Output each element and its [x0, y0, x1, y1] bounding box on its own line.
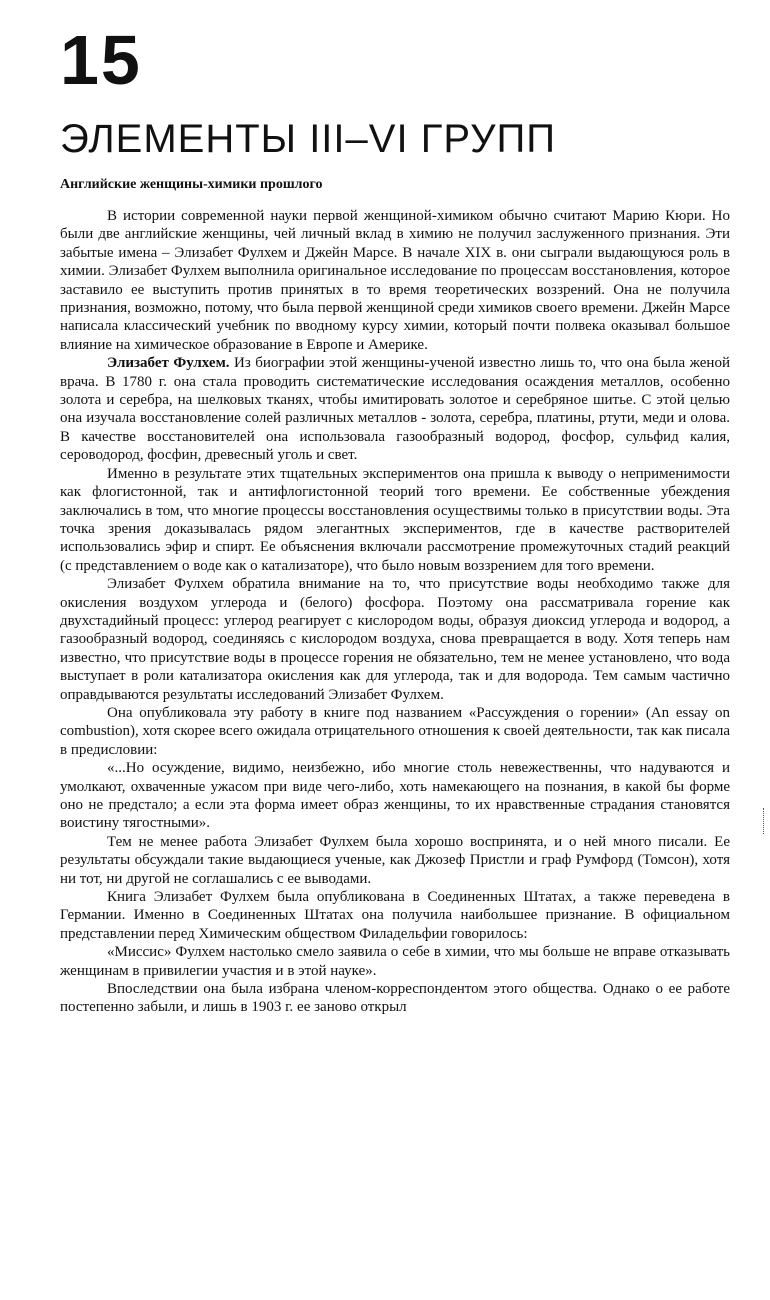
paragraph-2-lead: Элизабет Фулхем.	[107, 355, 230, 372]
chapter-number: 15	[60, 21, 142, 99]
paragraph-1: В истории современной науки первой женщиной-химиком обычно считают Марию Кюри. Но были две английские женщины, чей личный вклад в химию не получил заслуженного признания. Эти забытые имена – Элизабет Фулхем и Джейн Марсе. В начале XIX в. они сыграли выдающуюся роль в химии. Элизабет Фулхем выполнила оригинальное исследование по процессам восстановления, которое заставило ее выступить против принятых в то время теоретических воззрений. Она не получила признания, возможно, потому, что была первой женщиной среди химиков своего времени. Джейн Марсе написала классический учебник по вводному курсу химии, который почти полвека оказывал большое влияние на химическое образование в Европе и Америке.	[60, 208, 730, 353]
paragraph-8: Книга Элизабет Фулхем была опубликована в Соединенных Штатах, а также переведена в Германии. Именно в Соединенных Штатах она получила наибольшее признание. В официальном представлении перед Химическим обществом Филадельфии говорилось:	[60, 889, 730, 942]
section-heading: Английские женщины-химики прошлого	[60, 177, 323, 192]
quote-2: «Миссис» Фулхем настолько смело заявила о себе в химии, что мы больше не вправе отказывать женщинам в привилегии участия и в этой науке».	[60, 944, 730, 979]
paragraph-10: Впоследствии она была избрана членом-корреспондентом этого общества. Однако о ее работе постепенно забыли, и лишь в 1903 г. ее заново открыл	[60, 981, 730, 1016]
paragraph-4: Элизабет Фулхем обратила внимание на то, что присутствие воды необходимо также для окисления воздухом углерода и (белого) фосфора. Поэтому она рассматривала горение как двухстадийный процесс: углерод реагирует с кислородом воды, образуя диоксид углерода и водород, а газообразный водород, соединяясь с кислородом воздуха, снова превращается в воду. Хотя теперь нам известно, что присутствие воды в процессе горения не обязательно, тем не менее установлено, что вода выступает в роли катализатора окисления как для углерода, так и для водорода. Тем самым частично оправдываются результаты исследований Элизабет Фулхем.	[60, 576, 730, 703]
quote-1: «...Но осуждение, видимо, неизбежно, ибо многие столь невежественны, что надуваются и умолкают, охваченные ужасом при виде чего-либо, хоть намекающего на познания, в какой бы форме оно не предстало; а если эта форма имеет образ женщины, то их нравственные страдания становятся воистину тягостными».	[60, 760, 730, 832]
body-text	[60, 207, 730, 1017]
book-page	[60, 22, 730, 1017]
paragraph-2-text: Из биографии этой женщины-ученой известно лишь то, что она была женой врача. В 1780 г. она стала проводить систематические исследования осаждения металлов, особенно золота и серебра, на шелковых тканях, чтобы имитировать золотое и серебряное шитье. С этой целью она изучала восстановление солей различных металлов - золота, серебра, платины, ртути, меди и олова. В качестве восстановителей она использовала газообразный водород, фосфор, сульфид калия, сероводород, фосфин, древесный уголь и свет.	[60, 355, 730, 464]
paragraph-2	[60, 354, 730, 464]
chapter-title: ЭЛЕМЕНТЫ III–VI ГРУПП	[60, 117, 557, 161]
paragraph-3: Именно в результате этих тщательных экспериментов она пришла к выводу о неприменимости как флогистонной, так и антифлогистонной теорий того времени. Ее собственные убеждения заключались в том, что многие процессы восстановления осуществимы только в присутствии воды. Эта точка зрения доказывалась рядом элегантных экспериментов, где в качестве растворителей использовались эфир и спирт. Ее объяснения включали рассмотрение промежуточных стадий реакций (с представлением о воде как о катализаторе), что было новым воззрением для того времени.	[60, 465, 730, 574]
paragraph-7: Тем не менее работа Элизабет Фулхем была хорошо воспринята, и о ней много писали. Ее результаты обсуждали такие выдающиеся ученые, как Джозеф Пристли и граф Румфорд (Томсон), хотя ни тот, ни другой не соглашались с ее выводами.	[60, 833, 730, 887]
margin-mark	[763, 808, 765, 834]
paragraph-5: Она опубликовала эту работу в книге под названием «Рассуждения о горении» (An essay on combustion), хотя скорее всего ожидала отрицательного отношения к своей деятельности, так как писала в предисловии:	[60, 704, 730, 758]
